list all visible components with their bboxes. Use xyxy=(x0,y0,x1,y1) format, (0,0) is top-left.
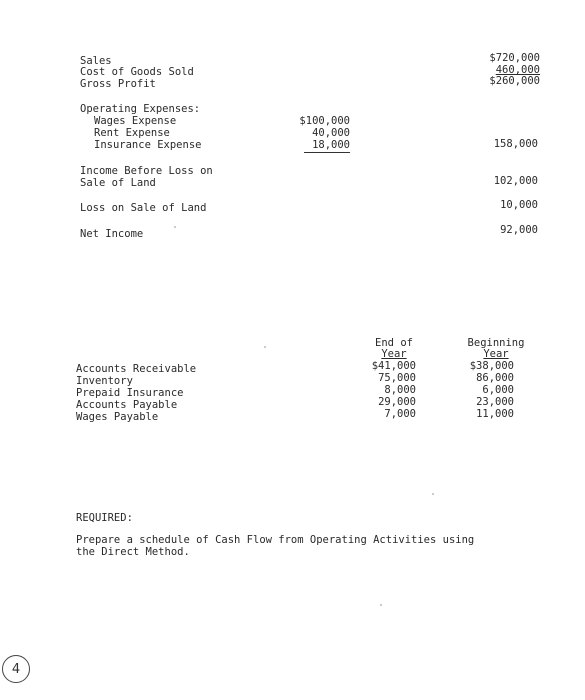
page-number: 4 xyxy=(11,661,21,677)
loss-on-sale-label: Loss on Sale of Land xyxy=(80,202,207,214)
balance-row-begin: 86,000 xyxy=(476,372,514,384)
sales-label: Sales xyxy=(80,55,112,67)
balance-row-end: 75,000 xyxy=(378,372,416,384)
insurance-expense-amount: 18,000 xyxy=(312,139,350,151)
balance-row-begin: 11,000 xyxy=(476,408,514,420)
insurance-expense-label: Insurance Expense xyxy=(94,139,202,151)
rent-expense-amount: 40,000 xyxy=(312,127,350,139)
scan-speck xyxy=(174,226,176,228)
balance-row-label: Accounts Payable xyxy=(76,399,178,411)
cogs-label: Cost of Goods Sold xyxy=(80,66,194,78)
balance-row-label: Wages Payable xyxy=(76,411,159,423)
opex-total-amount: 158,000 xyxy=(493,138,538,150)
balance-row-end: 8,000 xyxy=(384,384,416,396)
col-header-end-line2: Year xyxy=(381,348,407,360)
gross-profit-label: Gross Profit xyxy=(80,78,156,90)
gross-profit-amount: $260,000 xyxy=(489,75,540,87)
income-before-loss-line2: Sale of Land xyxy=(80,177,156,189)
required-line1: Prepare a schedule of Cash Flow from Operating Activities using xyxy=(76,534,475,546)
scan-speck xyxy=(264,346,266,348)
balance-row-end: $41,000 xyxy=(371,360,416,372)
col-header-begin-line1: Beginning xyxy=(467,337,525,349)
balance-row-label: Prepaid Insurance xyxy=(76,387,184,399)
scan-speck xyxy=(380,604,382,606)
balance-row-begin: $38,000 xyxy=(469,360,514,372)
net-income-label: Net Income xyxy=(80,228,144,240)
net-income-amount: 92,000 xyxy=(500,224,538,236)
required-line2: the Direct Method. xyxy=(76,546,190,558)
opex-subtotal-rule xyxy=(304,152,350,153)
cogs-amount: 460,000 xyxy=(495,64,540,76)
col-header-end-line1: End of xyxy=(375,337,413,349)
scan-speck xyxy=(432,493,434,495)
income-before-loss-line1: Income Before Loss on xyxy=(80,165,213,177)
sales-amount: $720,000 xyxy=(489,52,540,64)
wages-expense-label: Wages Expense xyxy=(94,115,177,127)
rent-expense-label: Rent Expense xyxy=(94,127,170,139)
loss-on-sale-amount: 10,000 xyxy=(500,199,538,211)
opex-heading: Operating Expenses: xyxy=(80,103,201,115)
balance-row-end: 29,000 xyxy=(378,396,416,408)
required-heading: REQUIRED: xyxy=(76,512,133,524)
page-number-circle xyxy=(2,655,30,683)
balance-row-label: Inventory xyxy=(76,375,133,387)
balance-row-begin: 23,000 xyxy=(476,396,514,408)
balance-row-end: 7,000 xyxy=(384,408,416,420)
wages-expense-amount: $100,000 xyxy=(299,115,350,127)
balance-row-label: Accounts Receivable xyxy=(76,363,197,375)
balance-row-begin: 6,000 xyxy=(482,384,514,396)
col-header-begin-line2: Year xyxy=(483,348,509,360)
income-before-loss-amount: 102,000 xyxy=(493,175,538,187)
